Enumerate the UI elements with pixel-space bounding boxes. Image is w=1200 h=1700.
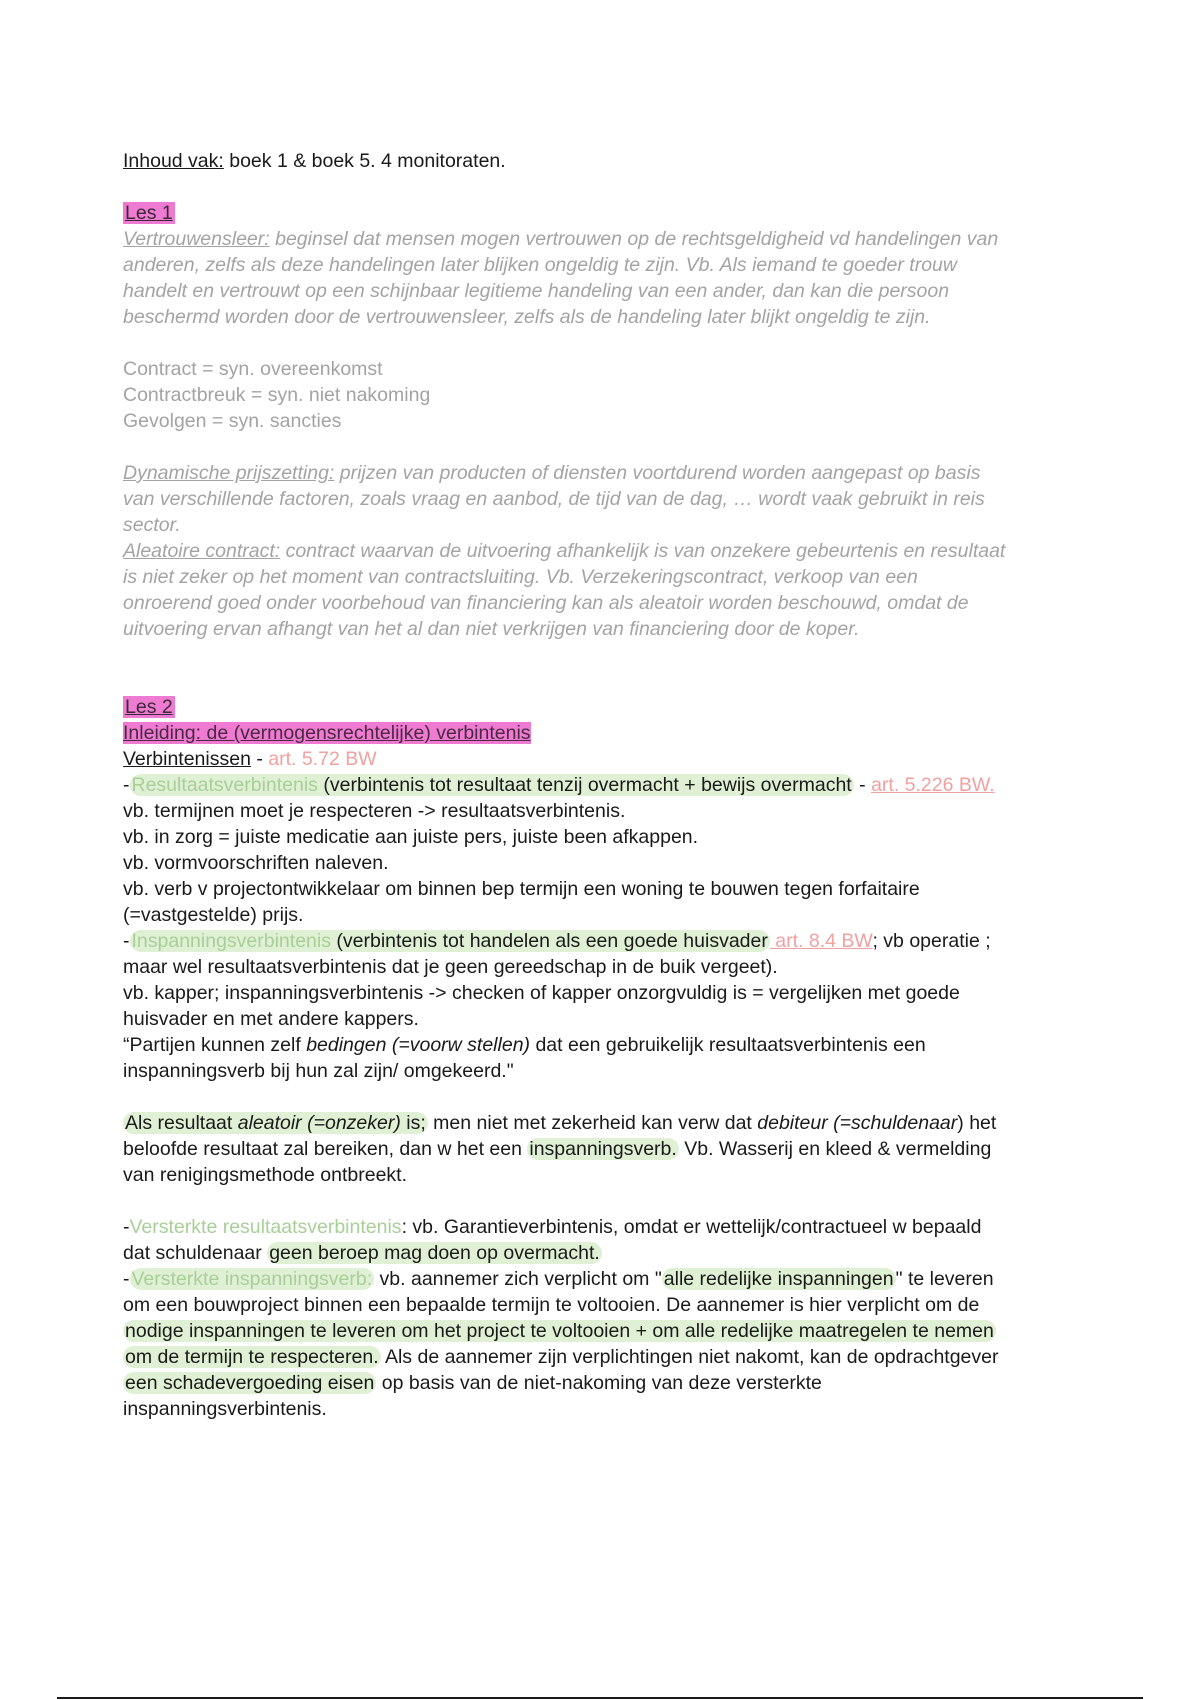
aleatoire-contract-term: Aleatoire contract: bbox=[123, 540, 281, 562]
definition-text: onroerend goed onder voorbehoud van financiering kan als aleatoir worden beschouwd, omdat de bbox=[123, 592, 969, 614]
article-ref: art. 5.72 BW bbox=[268, 748, 377, 770]
italic-text: aleatoir (=onzeker) bbox=[237, 1112, 401, 1134]
vertrouwensleer-definition bbox=[123, 226, 1113, 330]
text: ; vb operatie ; bbox=[872, 930, 991, 952]
highlighted-text: om de termijn te respecteren. bbox=[125, 1346, 379, 1368]
definition-text: contract waarvan de uitvoering afhankelijk is van onzekere gebeurtenis en resultaat bbox=[280, 540, 1006, 562]
dynamische-prijszetting-term: Dynamische prijszetting: bbox=[123, 462, 335, 484]
dash: - bbox=[123, 930, 130, 952]
synonym-contract: Contract = syn. overeenkomst bbox=[123, 358, 383, 380]
definition-text: uitvoering ervan afhangt van het al dan niet verkrijgen van financiering door de koper. bbox=[123, 618, 860, 640]
course-content-label: Inhoud vak: bbox=[123, 150, 224, 172]
inspanningsverbintenis-line-2: maar wel resultaatsverbintenis dat je geen gereedschap in de buik vergeet). bbox=[123, 956, 778, 978]
resultaatsverbintenis-desc: (verbintenis tot resultaat tenzij overmacht + bewijs overmacht bbox=[317, 774, 852, 796]
example-line: vb. termijnen moet je respecteren -> resultaatsverbintenis. bbox=[123, 800, 626, 822]
text: Als resultaat bbox=[125, 1112, 238, 1134]
italic-text: bedingen (=voorw stellen) bbox=[306, 1034, 531, 1056]
example-line: vb. verb v projectontwikkelaar om binnen bep termijn een woning te bouwen tegen forfaitaire bbox=[123, 878, 920, 900]
highlighted-text: een schadevergoeding eisen bbox=[125, 1372, 375, 1394]
lesson-2-subtitle: Inleiding: de (vermogensrechtelijke) verbintenis bbox=[123, 722, 531, 744]
course-content-text: boek 1 & boek 5. 4 monitoraten. bbox=[223, 150, 506, 172]
definition-text: handelt en vertrouwt op een schijnbaar legitieme handeling van een ander, dan kan die persoon bbox=[123, 280, 950, 302]
text: is; bbox=[400, 1112, 426, 1134]
article-ref: art. 8.4 BW bbox=[769, 930, 873, 952]
definition-text: is niet zeker op het moment van contractsluiting. Vb. Verzekeringscontract, verkoop van een bbox=[123, 566, 918, 588]
resultaatsverbintenis-term: Resultaatsverbintenis bbox=[131, 774, 318, 796]
document-page bbox=[123, 148, 1113, 1422]
definition-text: anderen, zelfs als deze handelingen later blijken ongeldig te zijn. Vb. Als iemand te goeder trouw bbox=[123, 254, 957, 276]
versterkte-resultaatsverbintenis bbox=[123, 1214, 1113, 1266]
verbintenissen-line bbox=[123, 746, 1113, 772]
highlighted-text: nodige inspanningen te leveren om het project te voltooien + om alle redelijke maatregelen te nemen bbox=[125, 1320, 994, 1342]
dash: - bbox=[123, 1268, 130, 1290]
definition-text: sector. bbox=[123, 514, 181, 536]
lesson-1-title: Les 1 bbox=[125, 202, 173, 224]
text: men niet met zekerheid kan verw dat bbox=[427, 1112, 758, 1134]
definition-text: prijzen van producten of diensten voortdurend worden aangepast op basis bbox=[334, 462, 981, 484]
kapper-example: huisvader en met andere kappers. bbox=[123, 1008, 419, 1030]
article-ref: art. 5.226 BW. bbox=[871, 774, 995, 796]
aleatoir-paragraph bbox=[123, 1110, 1113, 1188]
dynamische-prijszetting-definition bbox=[123, 460, 1113, 538]
kapper-example: vb. kapper; inspanningsverbintenis -> checken of kapper onzorgvuldig is = vergelijken met goede bbox=[123, 982, 960, 1004]
text: Vb. Wasserij en kleed & vermelding bbox=[678, 1138, 992, 1160]
dash: - bbox=[123, 774, 130, 796]
vertrouwensleer-term: Vertrouwensleer: bbox=[123, 228, 270, 250]
text: beloofde resultaat zal bereiken, dan w het een bbox=[123, 1138, 528, 1160]
example-line: vb. vormvoorschriften naleven. bbox=[123, 852, 389, 874]
inspanningsverbintenis-line bbox=[123, 928, 1113, 954]
text: Als de aannemer zijn verplichtingen niet nakomt, kan de opdrachtgever bbox=[380, 1346, 999, 1368]
definition-text: beschermd worden door de vertrouwensleer, zelfs als de handeling later blijkt ongeldig te zijn. bbox=[123, 306, 931, 328]
text: " te leveren bbox=[895, 1268, 994, 1290]
text: dat schuldenaar bbox=[123, 1242, 268, 1264]
dash: - bbox=[123, 1216, 130, 1238]
italic-text: debiteur (=schuldenaar bbox=[757, 1112, 958, 1134]
verbintenissen-label: Verbintenissen bbox=[123, 748, 251, 770]
synonym-gevolgen: Gevolgen = syn. sancties bbox=[123, 410, 342, 432]
versterkte-inspanningsverb-term: Versterkte inspanningsverb: bbox=[131, 1268, 373, 1290]
definition-text: van verschillende factoren, zoals vraag en aanbod, de tijd van de dag, … wordt vaak gebruikt in reis bbox=[123, 488, 985, 510]
text: ) het bbox=[957, 1112, 997, 1134]
highlighted-text: alle redelijke inspanningen bbox=[663, 1268, 894, 1290]
versterkte-inspanningsverbintenis bbox=[123, 1266, 1113, 1422]
separator: - bbox=[853, 774, 872, 796]
lesson-2-title: Les 2 bbox=[125, 696, 173, 718]
page-bottom-rule bbox=[57, 1697, 1143, 1699]
synonym-contractbreuk: Contractbreuk = syn. niet nakoming bbox=[123, 384, 431, 406]
separator: - bbox=[250, 748, 269, 770]
example-line: (=vastgestelde) prijs. bbox=[123, 904, 304, 926]
definition-text: beginsel dat mensen mogen vertrouwen op de rechtsgeldigheid vd handelingen van bbox=[269, 228, 999, 250]
text: om een bouwproject binnen een bepaalde termijn te voltooien. De aannemer is hier verplicht om de bbox=[123, 1294, 980, 1316]
aleatoire-contract-definition bbox=[123, 538, 1113, 642]
inspanningsverbintenis-desc: (verbintenis tot handelen als een goede huisvader bbox=[330, 930, 768, 952]
example-line: vb. in zorg = juiste medicatie aan juiste pers, juiste been afkappen. bbox=[123, 826, 699, 848]
text: vb. aannemer zich verplicht om " bbox=[374, 1268, 662, 1290]
quote-line-2: inspanningsverb bij hun zal zijn/ omgekeerd." bbox=[123, 1060, 514, 1082]
text: inspanningsverbintenis. bbox=[123, 1398, 327, 1420]
inspanningsverbintenis-term: Inspanningsverbintenis bbox=[131, 930, 331, 952]
resultaatsverbintenis-line bbox=[123, 772, 1113, 798]
text: op basis van de niet-nakoming van deze versterkte bbox=[376, 1372, 822, 1394]
text: “Partijen kunnen zelf bbox=[123, 1034, 307, 1056]
text: dat een gebruikelijk resultaatsverbintenis een bbox=[530, 1034, 926, 1056]
course-content-line bbox=[123, 148, 1113, 174]
lesson-1-heading bbox=[123, 200, 1113, 226]
text: van renigingsmethode ontbreekt. bbox=[123, 1164, 408, 1186]
text: : vb. Garantieverbintenis, omdat er wettelijk/contractueel w bepaald bbox=[401, 1216, 982, 1238]
highlighted-text: inspanningsverb. bbox=[529, 1138, 677, 1160]
versterkte-resultaatsverbintenis-term: Versterkte resultaatsverbintenis bbox=[129, 1216, 402, 1238]
lesson-2-heading bbox=[123, 694, 1113, 720]
highlighted-text: geen beroep mag doen op overmacht. bbox=[269, 1242, 600, 1264]
quote-line bbox=[123, 1032, 1113, 1058]
lesson-2-subtitle-line bbox=[123, 720, 1113, 746]
